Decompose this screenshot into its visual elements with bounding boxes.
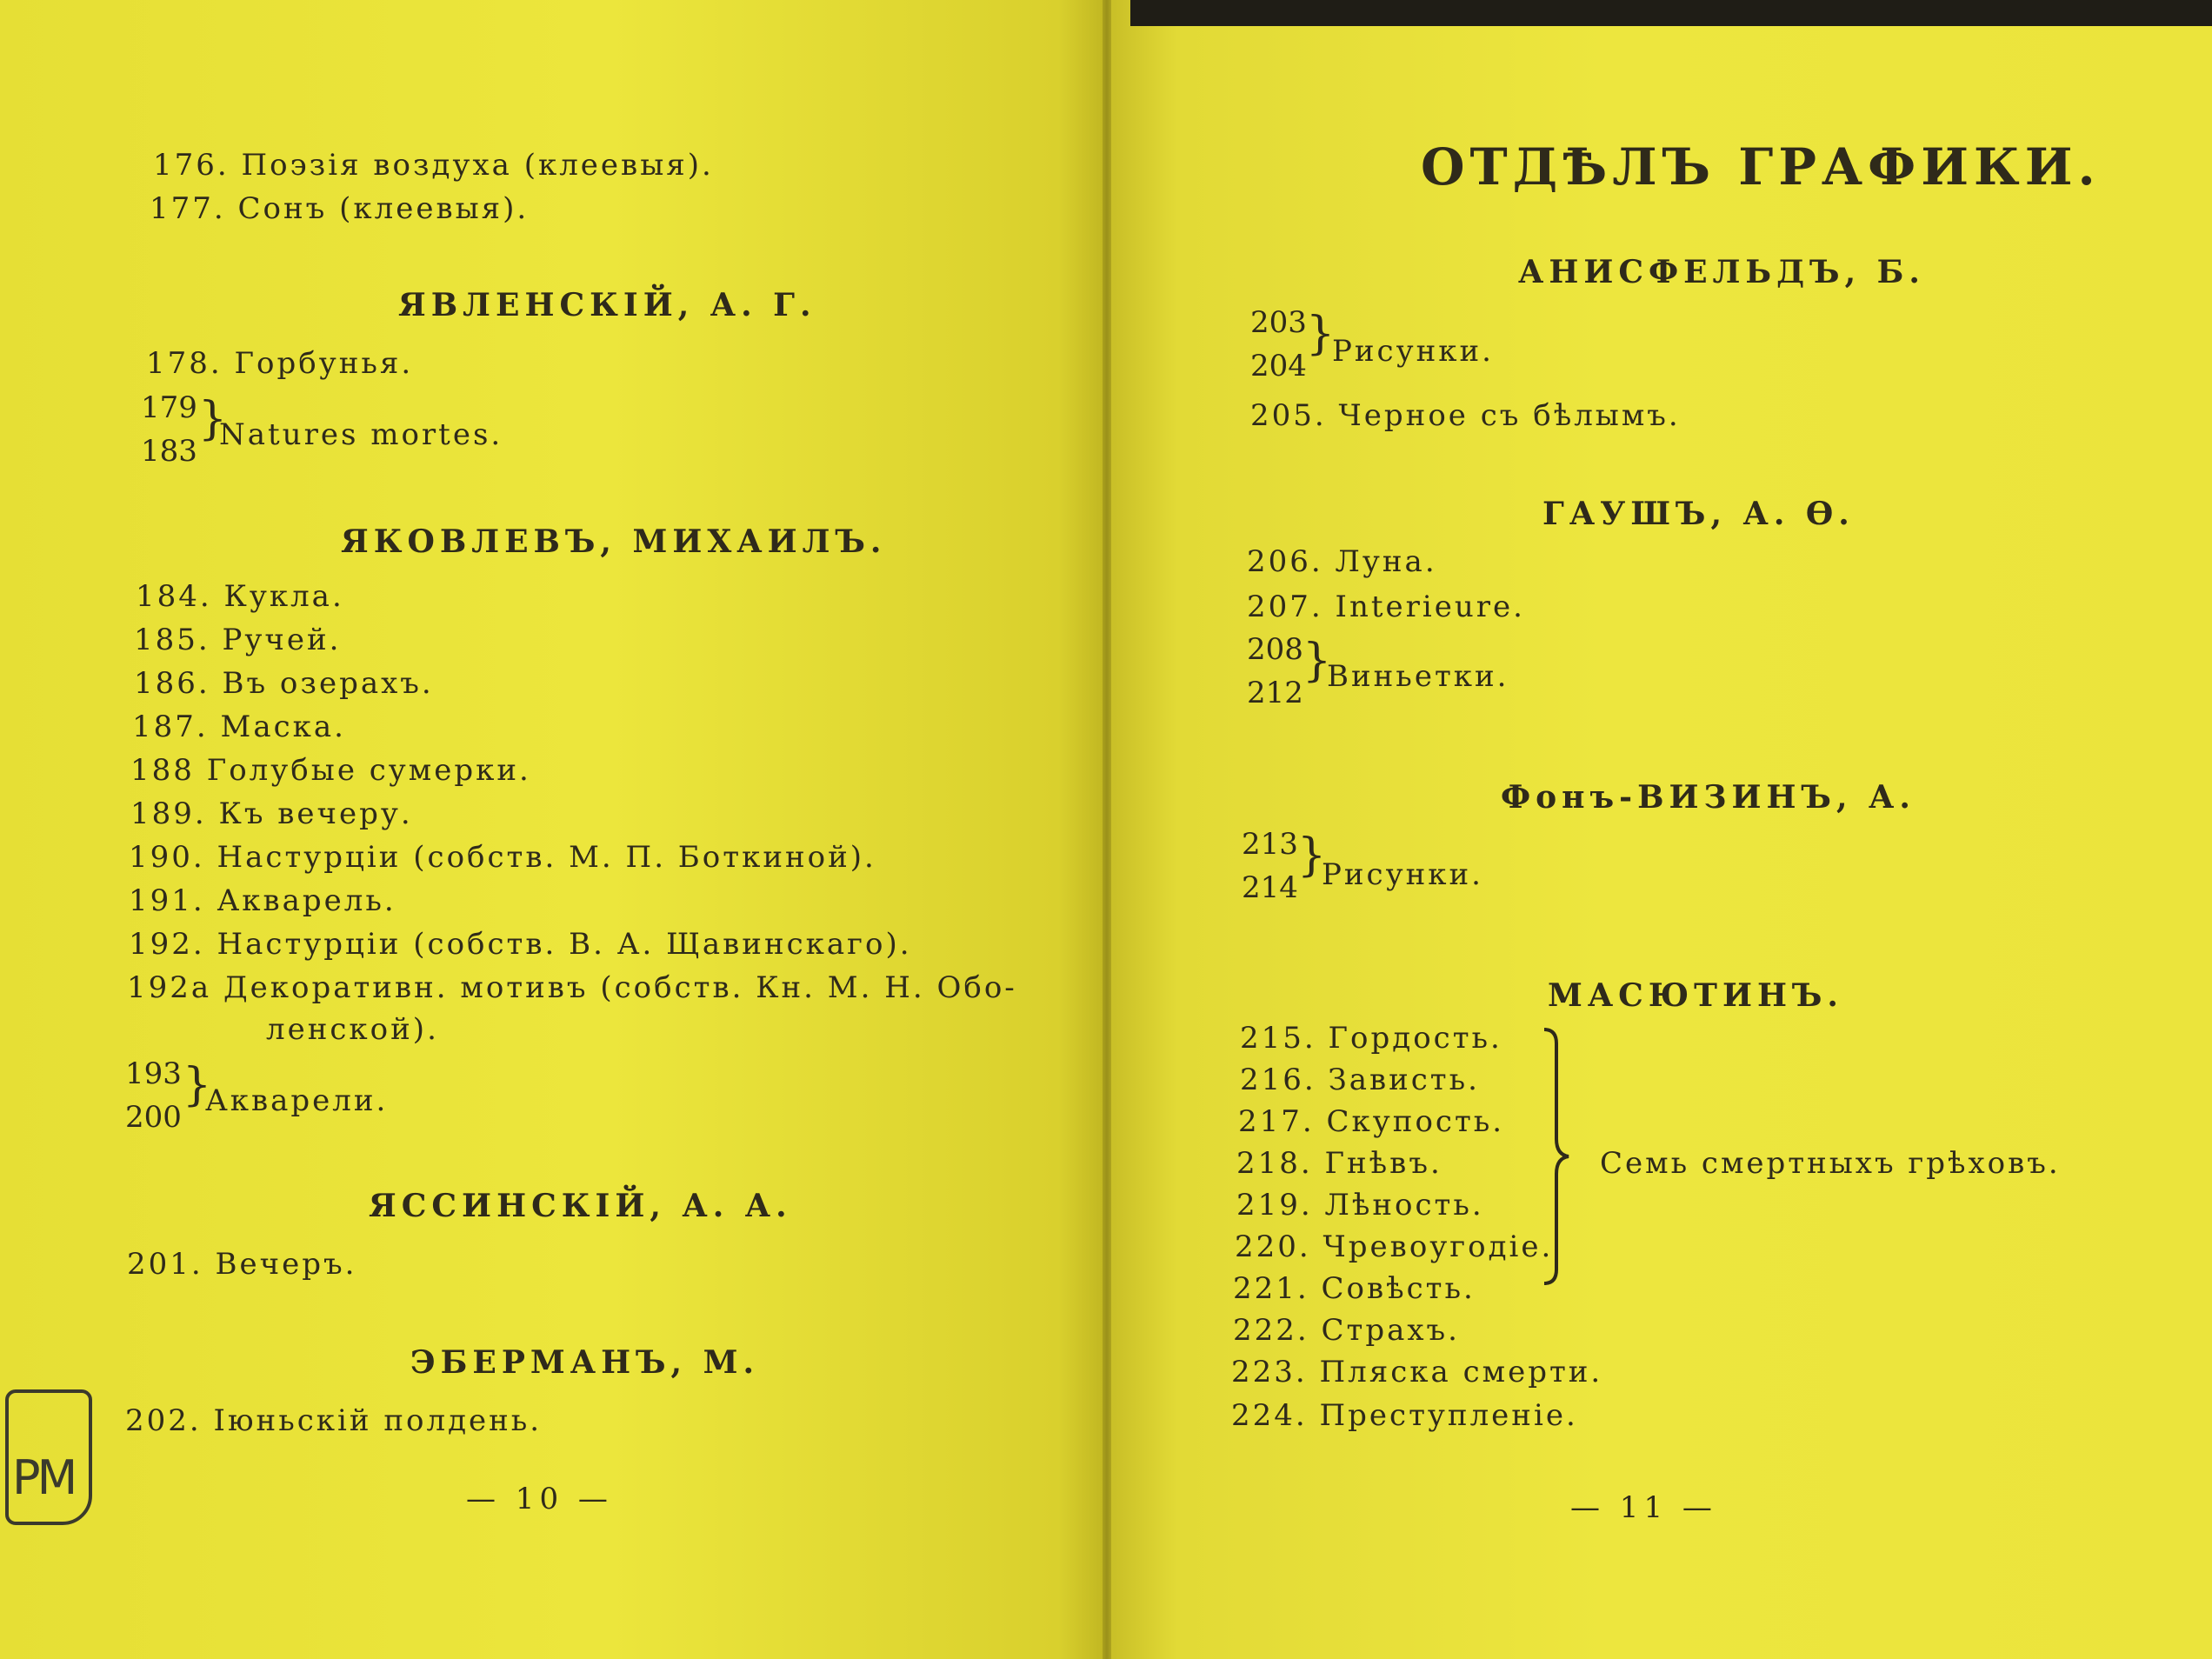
range-numbers	[141, 386, 197, 473]
range-from: 213	[1242, 827, 1298, 862]
range-to: 183	[141, 434, 197, 469]
page-title: ОТДѢЛЪ ГРАФИКИ.	[1421, 137, 2101, 197]
artist-heading: ЯКОВЛЕВЪ, МИХАИЛЪ.	[341, 523, 887, 560]
page-number: — 10 —	[466, 1482, 613, 1516]
list-item: 192. Настурціи (собств. В. А. Щавинскаго).	[129, 927, 912, 962]
group-label: Семь смертныхъ грѣховъ.	[1600, 1146, 2061, 1181]
artist-heading: Фонъ-ВИЗИНЪ, А.	[1501, 779, 1916, 816]
list-item: 217. Скупость.	[1238, 1104, 1505, 1139]
range-from: 208	[1247, 632, 1303, 667]
brace-icon: }	[183, 1059, 212, 1111]
list-item: 190. Настурціи (собств. М. П. Боткиной).	[129, 840, 876, 875]
brace-icon: }	[1306, 308, 1336, 360]
range-to: 204	[1250, 349, 1307, 383]
range-numbers	[1250, 301, 1307, 388]
page-number: — 11 —	[1570, 1490, 1717, 1525]
list-item: 186. Въ озерахъ.	[134, 666, 434, 701]
range-to: 200	[125, 1100, 182, 1135]
list-item: 184. Кукла.	[136, 579, 344, 614]
range-from: 193	[125, 1056, 182, 1091]
range-title: Акварели.	[205, 1083, 389, 1118]
list-item: 202. Іюньскій полдень.	[125, 1403, 543, 1438]
brace-icon: }	[1303, 635, 1332, 687]
artist-heading: ГАУШЪ, А. Ѳ.	[1542, 496, 1855, 532]
list-item: 223. Пляска смерти.	[1231, 1355, 1603, 1389]
range-to: 212	[1247, 676, 1303, 710]
brace-icon: }	[1297, 830, 1327, 882]
brace-icon: }	[198, 393, 228, 445]
list-item: 189. Къ вечеру.	[130, 796, 413, 831]
list-item: 222. Страхъ.	[1233, 1313, 1460, 1348]
list-item: 185. Ручей.	[134, 623, 342, 657]
range-from: 203	[1250, 305, 1307, 340]
list-item: 206. Луна.	[1247, 544, 1437, 579]
artist-heading: ЯССИНСКІЙ, А. А.	[369, 1188, 792, 1224]
list-item: 224. Преступленіе.	[1231, 1398, 1578, 1433]
artist-heading: ЯВЛЕНСКІЙ, А. Г.	[398, 287, 816, 323]
list-item: 178. Горбунья.	[146, 346, 414, 381]
artist-heading: МАСЮТИНЪ.	[1548, 977, 1843, 1014]
list-item: 191. Акварель.	[129, 883, 396, 918]
list-item: 176. Поэзія воздуха (клеевыя).	[153, 148, 714, 183]
list-item: 201. Вечеръ.	[127, 1247, 357, 1282]
background-edge	[1130, 0, 2212, 26]
list-item: 188 Голубые сумерки.	[130, 753, 531, 788]
range-to: 214	[1242, 870, 1298, 905]
stamp-monogram: РМ	[12, 1450, 75, 1505]
artist-heading: АНИСФЕЛЬДЪ, Б.	[1518, 254, 1925, 290]
range-title: Виньетки.	[1327, 659, 1509, 694]
range-numbers	[1247, 628, 1303, 715]
list-item: 221. Совѣсть.	[1233, 1271, 1476, 1306]
list-item-continuation: ленской).	[266, 1012, 439, 1047]
large-brace-icon	[1539, 1026, 1574, 1287]
range-title: Рисунки.	[1322, 857, 1483, 892]
list-item: 216. Зависть.	[1240, 1063, 1480, 1097]
list-item: 219. Лѣность.	[1236, 1188, 1484, 1223]
list-item: 205. Черное съ бѣлымъ.	[1250, 398, 1681, 433]
list-item: 207. Interieure.	[1247, 590, 1525, 624]
range-numbers	[1242, 823, 1298, 909]
list-item: 192а Декоративн. мотивъ (собств. Кн. М. Н. Обо-	[127, 970, 1017, 1005]
list-item: 187. Маска.	[132, 710, 346, 744]
range-numbers	[125, 1052, 182, 1139]
range-title: Рисунки.	[1332, 334, 1494, 369]
range-title: Natures mortes.	[219, 417, 503, 452]
list-item: 218. Гнѣвъ.	[1236, 1146, 1442, 1181]
range-from: 179	[141, 390, 197, 425]
list-item: 215. Гордость.	[1240, 1021, 1502, 1056]
list-item: 220. Чревоугодіе.	[1235, 1229, 1554, 1264]
artist-heading: ЭБЕРМАНЪ, М.	[410, 1344, 759, 1381]
list-item: 177. Сонъ (клеевыя).	[150, 191, 530, 226]
